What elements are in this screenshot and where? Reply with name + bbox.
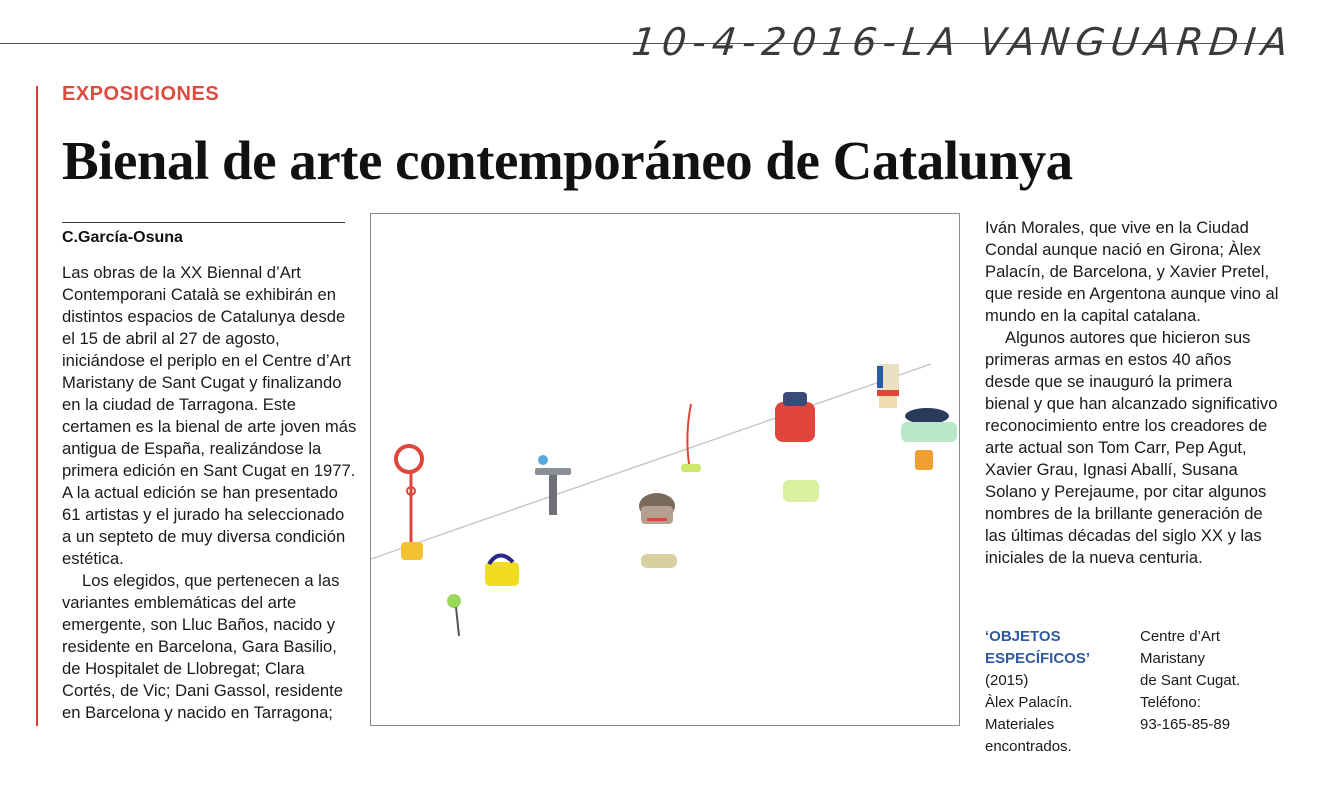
section-accent-rule: [36, 86, 38, 726]
grey-t-object: [535, 455, 571, 515]
article-column-left: [62, 262, 358, 724]
handwritten-date-stamp: 10-4-2016-LA VANGUARDIA: [629, 20, 1296, 64]
floor-seam: [371, 364, 931, 559]
artwork-illustration: [371, 214, 960, 726]
red-ring-object: [396, 446, 423, 560]
paragraph: Los elegidos, que pertenecen a las variantes emblemáticas del arte emergente, son Lluc Baños, nacido y residente en Barcelona, Gara Basilio, de Hospitalet de Llobregat; Clara Cortés, de Vic; Dani Gassol, residente en Barcelona y nacido en Tarragona;: [62, 571, 343, 722]
venue-line: Centre d’Art: [1140, 628, 1221, 645]
green-basket-object: [783, 480, 819, 502]
green-lollipop-object: [447, 594, 461, 636]
lamp-object: [901, 408, 957, 470]
venue-phone-label: Teléfono:: [1140, 694, 1201, 711]
photo-caption: [985, 626, 1135, 758]
stacked-blocks-object: [877, 364, 899, 408]
red-cup-object: [775, 392, 815, 442]
venue-line: Maristany: [1140, 650, 1206, 667]
article-column-right: [985, 217, 1281, 569]
byline: C.García-Osuna: [62, 229, 183, 246]
byline-rule: [62, 222, 345, 223]
section-label: EXPOSICIONES: [62, 83, 220, 105]
red-wire-object: [681, 404, 701, 472]
wrapper-object: [641, 554, 677, 568]
caption-title: ‘OBJETOS ESPECÍFICOS’: [985, 628, 1091, 667]
caption-artist: Àlex Palacín.: [985, 694, 1073, 711]
venue-phone: 93-165-85-89: [1140, 716, 1231, 733]
article-headline: Bienal de arte contemporáneo de Catalunya: [62, 130, 1073, 191]
venue-info: [1140, 626, 1290, 736]
yellow-bag-object: [485, 555, 519, 586]
patterned-pot-object: [639, 493, 675, 524]
venue-line: de Sant Cugat.: [1140, 672, 1241, 689]
paragraph: Algunos autores que hicieron sus primeras armas en estos 40 años desde que se inauguró la primera bienal y que han alcanzado significativo reconocimiento entre los creadores de arte actual son Tom Carr, Pep Agut, Xavier Grau, Ignasi Aballí, Susana Solano y Perejaume, por citar algunos nombres de la brillante generación de las últimas décadas del siglo XX y las iniciales de la nueva centuria.: [985, 328, 1278, 567]
paragraph: Iván Morales, que vive en la Ciudad Condal aunque nació en Girona; Àlex Palacín, de Barcelona, y Xavier Pretel, que reside en Argentona aunque vino al mundo en la capital catalana.: [985, 218, 1279, 325]
paragraph: Las obras de la XX Biennal d’Art Contemporani Català se exhibirán en distintos espacios de Catalunya desde el 15 de abril al 27 de agosto, iniciándose el periplo en el Centre d’Art Maristany de Sant Cugat y finalizando en la ciudad de Tarragona. Este certamen es la bienal de arte joven más antigua de España, realizándose la primera edición en Sant Cugat en 1977. A la actual edición se han presentado 61 artistas y el jurado ha seleccionado a un septeto de muy diversa condición estética.: [62, 263, 357, 568]
caption-year: (2015): [985, 672, 1029, 689]
artwork-photo: [370, 213, 960, 726]
caption-material: Materiales encontrados.: [985, 716, 1072, 755]
